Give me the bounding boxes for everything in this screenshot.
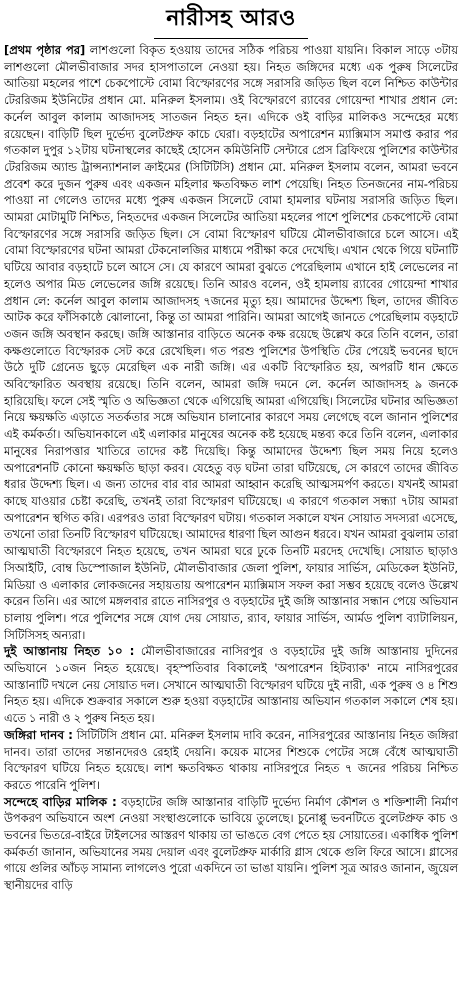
subheading-house-owner: সন্দেহে বাড়ির মালিক : — [4, 794, 117, 809]
headline-divider — [154, 38, 308, 39]
subheading-two-hideouts: দুই আস্তানায় নিহত ১০ : — [4, 644, 135, 659]
paragraph-2-text: মৌলভীবাজারের নাসিরপুর ও বড়হাটের দুই জঙ্গি আস্তানায় দুদিনের অভিযানে ১০জন নিহত হয়েছে। বৃহস্পতিবার বিকালেই 'অপারেশন হিটব্যাক' নামে নাসিরপুরের আস্তানাটি দখলে নেয় সোয়াত দল। সেখানে আত্মঘাতী বিস্ফোরণ ঘটিয়ে দুই নারী, এক পুরুষ ও ৪ শিশু নিহত হয়। এদিকে শুক্রবার সকালে শুরু হওয়া বড়হাটের আস্তানায় অভিযান গতকাল সকালে শেষ হয়। এতে ১ নারী ও ২ পুরুষ নিহত হয়। — [4, 644, 458, 726]
continuation-label: [প্রথম পৃষ্ঠার পর] — [4, 43, 86, 57]
article-paragraph-1 — [4, 42, 458, 643]
paragraph-4-text: বড়হাটের জঙ্গি আস্তানার বাড়িটি দুর্ভেদ্য নির্মাণ কৌশল ও শক্তিশালী নির্মাণ উপকরণ অভিযানে অংশ নেওয়া সংস্থাগুলোকে ভাবিয়ে তুলেছে। চুনোপ্পু ভবনটিতে বুলেটপ্রুফ কাচ ও ভবনের ভিতরে-বাইরে টাইলসের আস্তরণ থাকায় তা ভাঙতে বেগ পেতে হয় সোয়াতের। একাধিক পুলিশ কর্মকর্তা জানান, অভিযানের সময় দেয়াল এবং বুলেটপ্রুফ মার্কারি গ্লাস থেকে গুলি ফিরে আসে। গ্লাসের গায়ে গুলির আঁচড় সামান্য লাগলেও পুরো একদিনে তা ভাঙা যায়নি। পুলিশ সূত্র আরও জানান, জুয়েল স্থানীয়দের বাড়ি — [4, 794, 459, 893]
headline: নারীসহ আরও — [166, 6, 296, 31]
news-article — [0, 2, 462, 992]
article-paragraph-4 — [4, 794, 458, 894]
subheading-militants-monsters: জঙ্গিরা দানব : — [4, 727, 73, 742]
article-paragraph-3 — [4, 727, 458, 794]
article-paragraph-2 — [4, 643, 458, 727]
paragraph-3-text: সিটিটিসি প্রধান মো. মনিরুল ইসলাম দাবি করেন, নাসিরপুরের আস্তানায় নিহত জঙ্গিরা দানব। তারা তাদের সন্তানদেরও রেহাই দেয়নি। কয়েক মাসের শিশুকে পেটের সঙ্গে বেঁধে আত্মঘাতী বিস্ফোরণ ঘটিয়ে নিহত হয়েছে। লাশ ক্ষতবিক্ষত থাকায় নাসিরপুরে নিহত ৭ জনের পরিচয় নিশ্চিত করতে পারেনি পুলিশ। — [4, 727, 458, 792]
paragraph-1-text: লাশগুলো বিকৃত হওয়ায় তাদের সঠিক পরিচয় পাওয়া যায়নি। বিকাল সাড়ে ৩টায় লাশগুলো মৌলভীবাজার সদর হাসপাতালে নেওয়া হয়। নিহত জঙ্গিদের মধ্যে এক পুরুষ সিলেটের আতিয়া মহলের পাশে চেকপোস্টে বোমা বিস্ফোরণের সঙ্গে সরাসরি জড়িত ছিল বলে নিশ্চিত কাউন্টার টেররিজম ইউনিটের প্রধান মো. মনিরুল ইসলাম। ওই বিস্ফোরণে র‍্যাবের গোয়েন্দা শাখার প্রধান লে: কর্নেল আবুল কালাম আজাদসহ সাতজন নিহত হন। এদিকে ওই বাড়ির মালিকও সন্দেহের মধ্যে রয়েছেন। বাড়িটি ছিল দুর্ভেদ্য বুলেটপ্রুফ কাচে ঘেরা। বড়হাটের অপারেশন ম্যাক্সিমাস সমাপ্ত করার পর গতকাল দুপুর ১২টায় ঘটনাস্থলের কাছেই হোসেন কমিউনিটি সেন্টারে প্রেস ব্রিফিংয়ে পুলিশের কাউন্টার টেররিজম অ্যান্ড ট্রান্সন্যাশনাল ক্রাইমের (সিটিটিসি) প্রধান মো. মনিরুল ইসলাম বলেন, আমরা ভবনে প্রবেশ করে দুজন পুরুষ এবং একজন মহিলার ক্ষতবিক্ষত লাশ পেয়েছি। নিহত তিনজনের নাম-পরিচয় পাওয়া না গেলেও তাদের মধ্যে পুরুষ একজন সিলেটে বোমা হামলার ঘটনায় সরাসরি জড়িত ছিল। আমরা মোটামুটি নিশ্চিত, নিহতদের একজন সিলেটের আতিয়া মহলের পাশে পুলিশের চেকপোস্টে বোমা বিস্ফোরণের সঙ্গে সরাসরি জড়িত ছিল। সে বোমা বিস্ফোরণ ঘটিয়ে মৌলভীবাজারে চলে আসে। এই বোমা বিস্ফোরণের ঘটনা আমরা টেকনোলজির মাধ্যমে পরীক্ষা করে দেখেছি। এখান থেকে গিয়ে ঘটনাটি ঘটিয়ে আবার বড়হাটে চলে আসে সে। যে কারণে আমরা বুঝতে পেরেছিলাম এখানে হাই লেভেলের না হলেও অপার মিড লেভেলের জঙ্গি রয়েছে। তিনি আরও বলেন, ওই হামলায় র‍্যাবের গোয়েন্দা শাখার প্রধান লে: কর্নেল আবুল কালাম আজাদসহ ৭জনের মৃত্যু হয়। আমাদের উদ্দেশ্য ছিল, তাদের জীবিত আটক করে ফাঁসিকাষ্ঠে ঝোলানো, কিন্তু তা আমরা পারিনি। আমরা আগেই জানতে পেরেছিলাম বড়হাটে ৩জন জঙ্গি অবস্থান করছে। জঙ্গি আস্তানার বাড়িতে অনেক কক্ষ রয়েছে উল্লেখ করে তিনি বলেন, তারা কক্ষগুলোতে বিস্ফোরক সেট করে রেখেছিল। গত পরশু পুলিশের উপস্থিতি টের পেয়েই ভবনের ছাদে উঠে দুটি গ্রেনেড ছুড়ে মেরেছিল এক নারী জঙ্গি। এর একটি বিস্ফোরিত হয়, অপরটি ধান ক্ষেতে অবিস্ফোরিত অবস্থায় রয়েছে। তিনি বলেন, আমরা জঙ্গি দমনে লে. কর্নেল আজাদসহ ৯ জনকে হারিয়েছি। ফলে সেই স্মৃতি ও অভিজ্ঞতা থেকে এগিয়েছি আমরা এগিয়েছি। সিলেটের ঘটনার অভিজ্ঞতা নিয়ে ক্ষয়ক্ষতি এড়াতে সতর্কতার সঙ্গে অভিযান চালানোর কারণে সময় লেগেছে বলে জানান পুলিশের এই কর্মকর্তা। অভিযানকালে এই এলাকার মানুষের অনেক কষ্ট হয়েছে মন্তব্য করে তিনি বলেন, এলাকার মানুষের নিরাপত্তার খাতিরে তাদের কষ্ট দিয়েছি। কিন্তু আমাদের উদ্দেশ্য ছিল সময় নিয়ে হলেও অপারেশনটি কোনো ক্ষয়ক্ষতি ছাড়া করব। যেহেতু বড় ঘটনা তারা ঘটিয়েছে, সে কারণে তাদের জীবিত ধরার উদ্দেশ্য ছিল। এ জন্য তাদের বার বার আমরা আহ্বান করেছি আত্মসমর্পণ করতে। যখনই আমরা কাছে যাওয়ার চেষ্টা করেছি, তখনই তারা বিস্ফোরণ ঘটিয়েছে। এ কারণে গতকাল সন্ধ্যা ৭টায় আমরা অপারেশন স্থগিত করি। এরপরও তারা বিস্ফোরণ ঘটায়। গতকাল সকালে যখন সোয়াত সদস্যরা এসেছে, তখনো তারা তিনটি বিস্ফোরণ ঘটিয়েছে। আমাদের ধারণা ছিল আগুন ধরবে। যখন আমরা বুঝলাম তারা আত্মঘাতী বিস্ফোরণে নিহত হয়েছে, তখন আমরা ঘরে ঢুকে তিনটি মরদেহ দেখেছি। সোয়াত ছাড়াও সিআইটি, বোম্ব ডিস্পোজাল ইউনিট, মৌলভীবাজার জেলা পুলিশ, ফায়ার সার্ভিস, মেডিকেল ইউনিট, মিডিয়া ও এলাকার লোকজনের সহায়তায় অপারেশন ম্যাক্সিমাস সফল করা সম্ভব হয়েছে বলেও উল্লেখ করেন তিনি। এর আগে মঙ্গলবার রাতে নাসিরপুর ও বড়হাটের দুই জঙ্গি আস্তানার সন্ধান পেয়ে অভিযান চালায় পুলিশ। পরে পুলিশের সঙ্গে যোগ দেয় সোয়াত, র‍্যাব, ফায়ার সার্ভিস, আর্মড পুলিশ ব্যাটালিয়ন, সিটিসিসহ অন্যরা। — [4, 43, 458, 642]
